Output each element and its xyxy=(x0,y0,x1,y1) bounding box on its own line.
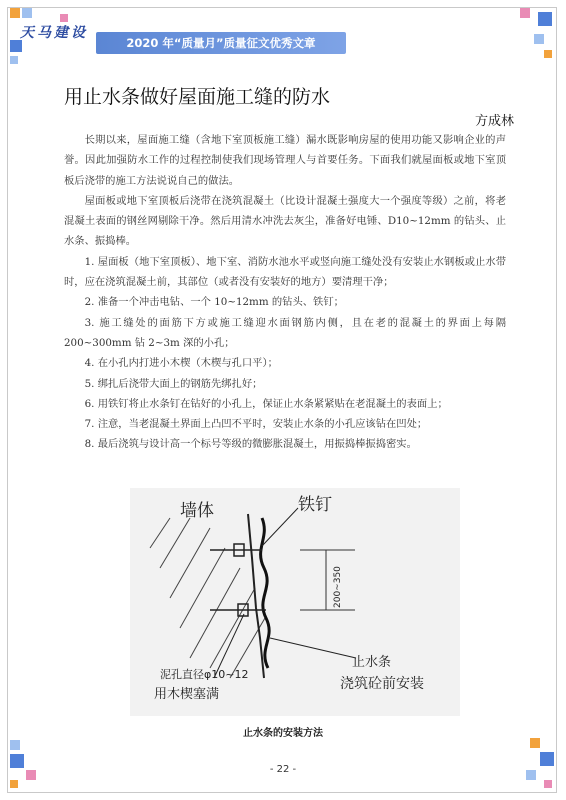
nail-icon xyxy=(210,544,266,616)
strip-pointer xyxy=(270,638,356,658)
article-body xyxy=(64,130,506,455)
banner-text: 2020 年“质量月”质量征文优秀文章 xyxy=(126,36,316,50)
spacing-label: 200~350 xyxy=(333,566,343,608)
deco-square xyxy=(22,8,32,18)
wall-label: 墙体 xyxy=(180,501,214,521)
deco-square xyxy=(530,738,540,748)
list-item: 2. 准备一个冲击电钻、一个 10~12mm 的钻头、铁钉； xyxy=(84,296,344,309)
hole-label-line1: 泥孔直径φ10~12 xyxy=(160,668,249,681)
list-item: 8. 最后浇筑与设计高一个标号等级的微膨胀混凝土，用振捣棒振捣密实。 xyxy=(84,438,417,451)
strip-label-line2: 浇筑砼前安装 xyxy=(340,676,424,692)
deco-square xyxy=(10,8,20,18)
figure-caption: 止水条的安装方法 xyxy=(243,728,323,739)
paragraph: 长期以来，屋面施工缝（含地下室顶板施工缝）漏水既影响房屋的使用功能又影响企业的声誉。因此加强防水工作的过程控制使我们现场管理人与首要任务。下面我们就屋面板或地下室顶板后浇带的施工方法说说自己的做法。 xyxy=(64,134,506,187)
deco-square xyxy=(10,780,18,788)
deco-square xyxy=(60,14,68,22)
paragraph: 屋面板或地下室顶板后浇带在浇筑混凝土（比设计混凝土强度大一个强度等级）之前，将老混凝土表面的钢丝网剔除干净。然后用清水冲洗去灰尘，准备好电锤、D10~12mm 的钻头、止水条、振捣棒。 xyxy=(64,194,506,248)
nail-pointer xyxy=(262,508,298,546)
article-author: 方成林 xyxy=(474,114,514,129)
strip-label-line1: 止水条 xyxy=(352,655,392,670)
header-banner xyxy=(96,32,346,54)
list-item: 5. 绑扎后浇带大面上的钢筋先绑扎好； xyxy=(84,377,263,390)
deco-square xyxy=(544,50,552,58)
list-item: 7. 注意，当老混凝土界面上凸凹不平时，安装止水条的小孔应该钻在凹处； xyxy=(84,418,428,431)
deco-square xyxy=(10,740,20,750)
deco-square xyxy=(544,780,552,788)
list-item: 3. 施工缝处的面筋下方或施工缝迎水面钢筋内侧，且在老的混凝土的界面上每隔 200~300mm 钻 2~3m 深的小孔； xyxy=(64,316,506,349)
list-item: 1. 屋面板（地下室顶板）、地下室、消防水池水平或竖向施工缝处没有安装止水钢板或止水带时，应在浇筑混凝土前，其部位（或者没有安装好的地方）要清理干净； xyxy=(64,255,506,289)
installation-sketch xyxy=(130,488,460,716)
hole-label-line2: 用木楔塞满 xyxy=(154,687,220,702)
deco-square xyxy=(538,12,552,26)
wall-hatch xyxy=(150,518,265,678)
list-item: 4. 在小孔内打进小木楔（木楔与孔口平）； xyxy=(84,357,278,370)
page-number: - 22 - xyxy=(269,764,297,775)
sketch-drawing xyxy=(130,488,460,716)
deco-square xyxy=(520,8,530,18)
deco-square xyxy=(10,56,18,64)
list-item: 6. 用铁钉将止水条钉在钻好的小孔上，保证止水条紧紧贴在老混凝土的表面上； xyxy=(84,397,448,410)
deco-square xyxy=(534,34,544,44)
nail-label: 铁钉 xyxy=(298,495,332,515)
company-logo: 天马建设 xyxy=(20,25,88,41)
article-title: 用止水条做好屋面施工缝的防水 xyxy=(64,86,331,108)
dimension-marker xyxy=(300,550,355,610)
